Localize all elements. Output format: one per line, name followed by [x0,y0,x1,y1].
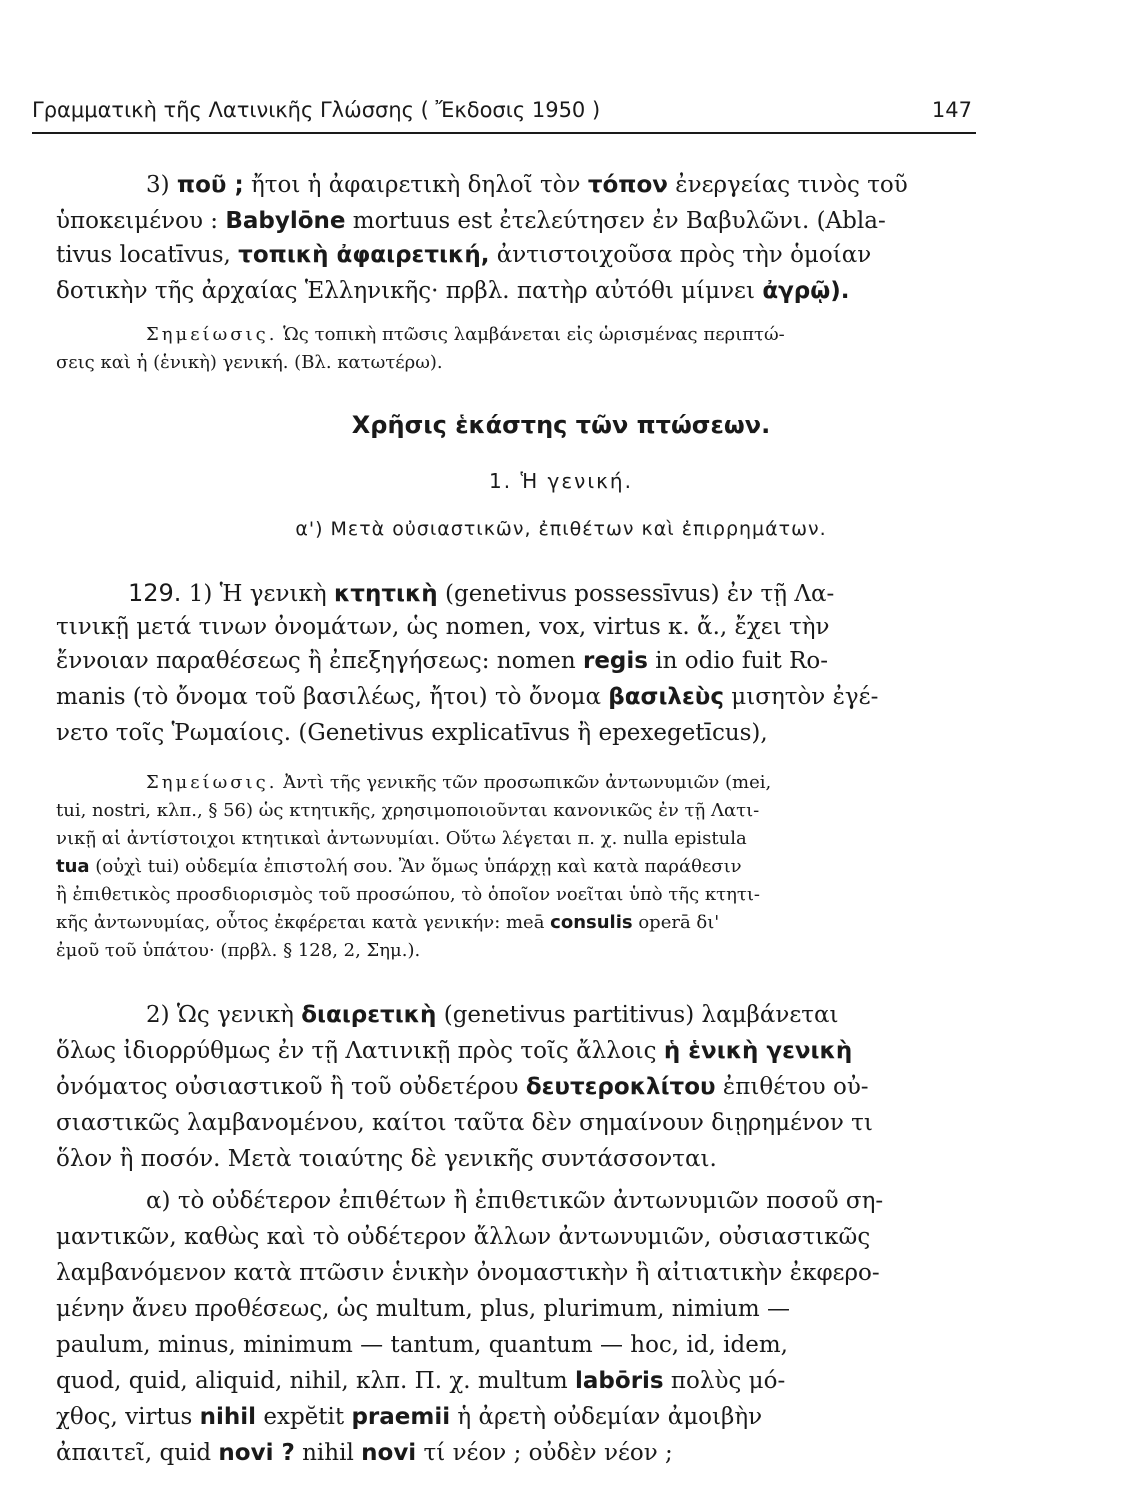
text-line: μαντικῶν, καθὼς καὶ τὸ οὐδέτερον ἄλλων ἀντωνυμιῶν, οὐσιαστικῶς [56,1224,871,1250]
text-line: ἔννοιαν παραθέσεως ἢ ἐπεξηγήσεως: nomen regis in odio fuit Ro- [56,648,829,674]
note-line: Σημείωσις. Ἀντὶ τῆς γενικῆς τῶν προσωπικῶν ἀντωνυμιῶν (mei, [146,772,772,793]
text-line: νετο τοῖς Ῥωμαίοις. (Genetivus explicatīvus ἢ epexegetīcus), [56,720,768,746]
text-line: δοτικὴν τῆς ἀρχαίας Ἑλληνικῆς· πρβλ. πατὴρ αὐτόθι μίμνει ἀγρῷ). [56,278,850,304]
text-line: 2) Ὡς γενικὴ διαιρετικὴ (genetivus partitivus) λαμβάνεται [146,1002,839,1028]
text-line: manis (τὸ ὄνομα τοῦ βασιλέως, ἤτοι) τὸ ὄνομα βασιλεὺς μισητὸν ἐγέ- [56,684,879,710]
note-line: tui, nostri, κλπ., § 56) ὡς κτητικῆς, χρησιμοποιοῦνται κανονικῶς ἐν τῇ Λατι- [56,800,760,821]
text-line: quod, quid, aliquid, nihil, κλπ. Π. χ. multum labōris πολὺς μό- [56,1368,786,1394]
text-line: λαμβανόμενον κατὰ πτῶσιν ἑνικὴν ὀνομαστικὴν ἢ αἰτιατικὴν ἐκφερο- [56,1260,880,1286]
subsection-heading: 1. Ἡ γενική. [489,469,633,493]
note-line: νικῇ αἱ ἀντίστοιχοι κτητικαὶ ἀντωνυμίαι. Οὕτω λέγεται π. χ. nulla epistula [56,828,747,849]
text-line: ὀνόματος οὐσιαστικοῦ ἢ τοῦ οὐδετέρου δευτεροκλίτου ἐπιθέτου οὐ- [56,1074,869,1100]
text-line: ὅλον ἢ ποσόν. Μετὰ τοιαύτης δὲ γενικῆς συντάσσονται. [56,1146,717,1172]
text-line: paulum, minus, minimum — tantum, quantum — hoc, id, idem, [56,1332,788,1358]
note-line: tua (οὐχὶ tui) οὐδεμία ἐπιστολή σου. Ἂν ὅμως ὑπάρχῃ καὶ κατὰ παράθεσιν [56,856,742,877]
note-line: ἢ ἐπιθετικὸς προσδιορισμὸς τοῦ προσώπου, τὸ ὁποῖον νοεῖται ὑπὸ τῆς κτητι- [56,884,760,905]
section-heading: Χρῆσις ἑκάστης τῶν πτώσεων. [351,411,771,439]
text-line: μένην ἄνευ προθέσεως, ὡς multum, plus, plurimum, nimium — [56,1296,791,1322]
running-header [32,96,976,134]
note-line: ἐμοῦ τοῦ ὑπάτου· (πρβλ. § 128, 2, Σημ.). [56,940,421,961]
text-line: χθος, virtus nihil expĕtit praemii ἡ ἀρετὴ οὐδεμίαν ἀμοιβὴν [56,1404,763,1430]
header-title: Γραμματικὴ τῆς Λατινικῆς Γλώσσης ( Ἔκδοσις 1950 ) [32,98,601,122]
text-line: τινικῇ μετά τινων ὀνομάτων, ὡς nomen, vox, virtus κ. ἄ., ἔχει τὴν [56,614,830,640]
text-line: σιαστικῶς λαμβανομένου, καίτοι ταῦτα δὲν σημαίνουν διῃρημένον τι [56,1110,873,1136]
text-line: 3) ποῦ ; ἤτοι ἡ ἀφαιρετικὴ δηλοῖ τὸν τόπον ἐνεργείας τινὸς τοῦ [146,172,908,198]
page-number: 147 [931,98,972,122]
text-line: ὅλως ἰδιορρύθμως ἐν τῇ Λατινικῇ πρὸς τοῖς ἄλλοις ἡ ἑνικὴ γενικὴ [56,1038,853,1064]
note-line: κῆς ἀντωνυμίας, οὗτος ἐκφέρεται κατὰ γενικήν: meā consulis operā δι' [56,912,720,933]
note-line: σεις καὶ ἡ (ἑνικὴ) γενική. (Βλ. κατωτέρω). [56,352,443,373]
text-line: ὑποκειμένου : Babylōne mortuus est ἐτελεύτησεν ἐν Βαβυλῶνι. (Abla- [56,208,886,234]
text-line: α) τὸ οὐδέτερον ἐπιθέτων ἢ ἐπιθετικῶν ἀντωνυμιῶν ποσοῦ ση- [146,1188,884,1214]
note-line: Σημείωσις. Ὡς τοπικὴ πτῶσις λαμβάνεται εἰς ὡρισμένας περιπτώ- [146,324,785,345]
text-line: tivus locatīvus, τοπικὴ ἀφαιρετική, ἀντιστοιχοῦσα πρὸς τὴν ὁμοίαν [56,242,872,268]
text-line: 129. 1) Ἡ γενικὴ κτητικὴ (genetivus possessīvus) ἐν τῇ Λα- [128,579,835,607]
text-line: ἀπαιτεῖ, quid novi ? nihil novi τί νέον ; οὐδὲν νέον ; [56,1440,673,1466]
subsubsection-heading: α') Μετὰ οὐσιαστικῶν, ἐπιθέτων καὶ ἐπιρρημάτων. [295,518,827,540]
